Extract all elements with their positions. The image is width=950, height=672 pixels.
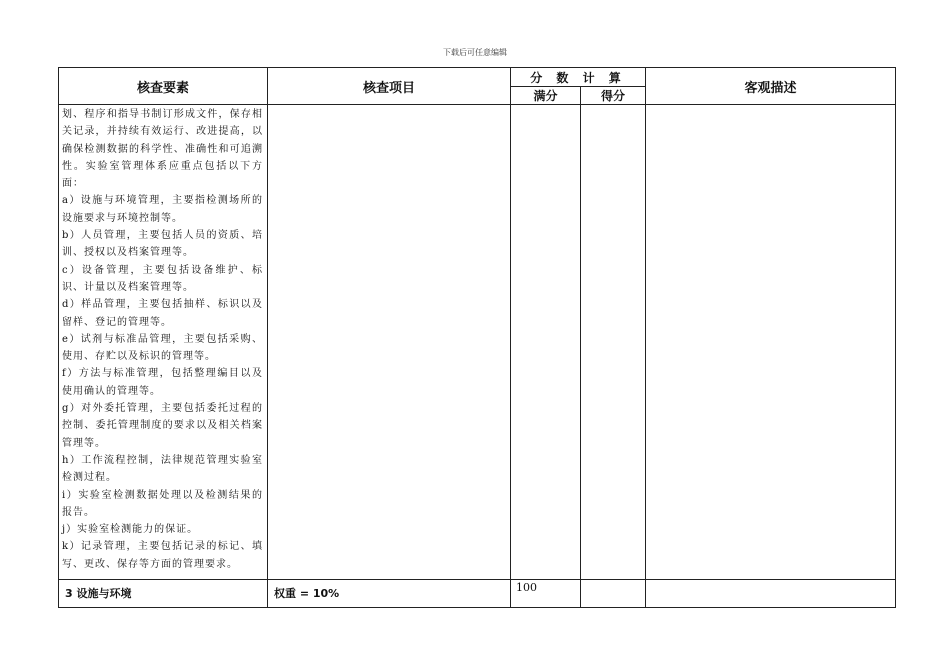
section-full-score: 100 xyxy=(511,580,581,608)
element-line: e）试剂与标准品管理，主要包括采购、使用、存贮以及标识的管理等。 xyxy=(62,333,263,363)
element-line: a）设施与环境管理，主要指检测场所的设施要求与环境控制等。 xyxy=(62,195,263,224)
inspection-table xyxy=(58,67,896,608)
item-cell xyxy=(268,105,511,580)
section-got-score xyxy=(581,580,646,608)
header-full-score: 满分 xyxy=(511,87,581,105)
got-score-cell xyxy=(581,105,646,580)
element-line: j）实验室检测能力的保证。 xyxy=(62,524,199,536)
header-note: 下载后可任意编辑 xyxy=(443,48,507,57)
section-description xyxy=(646,580,896,608)
section-weight: 权重 = 10% xyxy=(268,580,511,608)
header-element: 核查要素 xyxy=(59,68,268,105)
header-item: 核查项目 xyxy=(268,68,511,105)
header-got-score: 得分 xyxy=(581,87,646,105)
section-title: 3 设施与环境 xyxy=(59,580,268,608)
element-line: d）样品管理，主要包括抽样、标识以及留样、登记的管理等。 xyxy=(62,299,263,328)
description-cell xyxy=(646,105,896,580)
full-score-cell xyxy=(511,105,581,580)
element-line: g）对外委托管理，主要包括委托过程的控制、委托管理制度的要求以及相关档案管理等。 xyxy=(62,403,263,449)
element-line: c）设备管理，主要包括设备维护、标识、计量以及档案管理等。 xyxy=(62,264,263,293)
element-line: h）工作流程控制，法律规范管理实验室检测过程。 xyxy=(62,454,263,484)
element-line: b）人员管理，主要包括人员的资质、培训、授权以及档案管理等。 xyxy=(62,230,263,259)
element-line: i）实验室检测数据处理以及检测结果的报告。 xyxy=(62,489,263,518)
element-line: 划、程序和指导书制订形成文件，保存相关记录，并持续有效运行、改进提高，以确保检测数据的科学性、准确性和可追溯性。实验室管理体系应重点包括以下方面： xyxy=(62,109,263,190)
header-description: 客观描述 xyxy=(646,68,896,105)
element-line: f）方法与标准管理，包括整理编目以及使用确认的管理等。 xyxy=(62,368,263,397)
element-line: k）记录管理，主要包括记录的标记、填写、更改、保存等方面的管理要求。 xyxy=(62,541,263,570)
element-cell xyxy=(59,105,268,580)
header-score: 分 数 计 算 xyxy=(511,68,646,87)
